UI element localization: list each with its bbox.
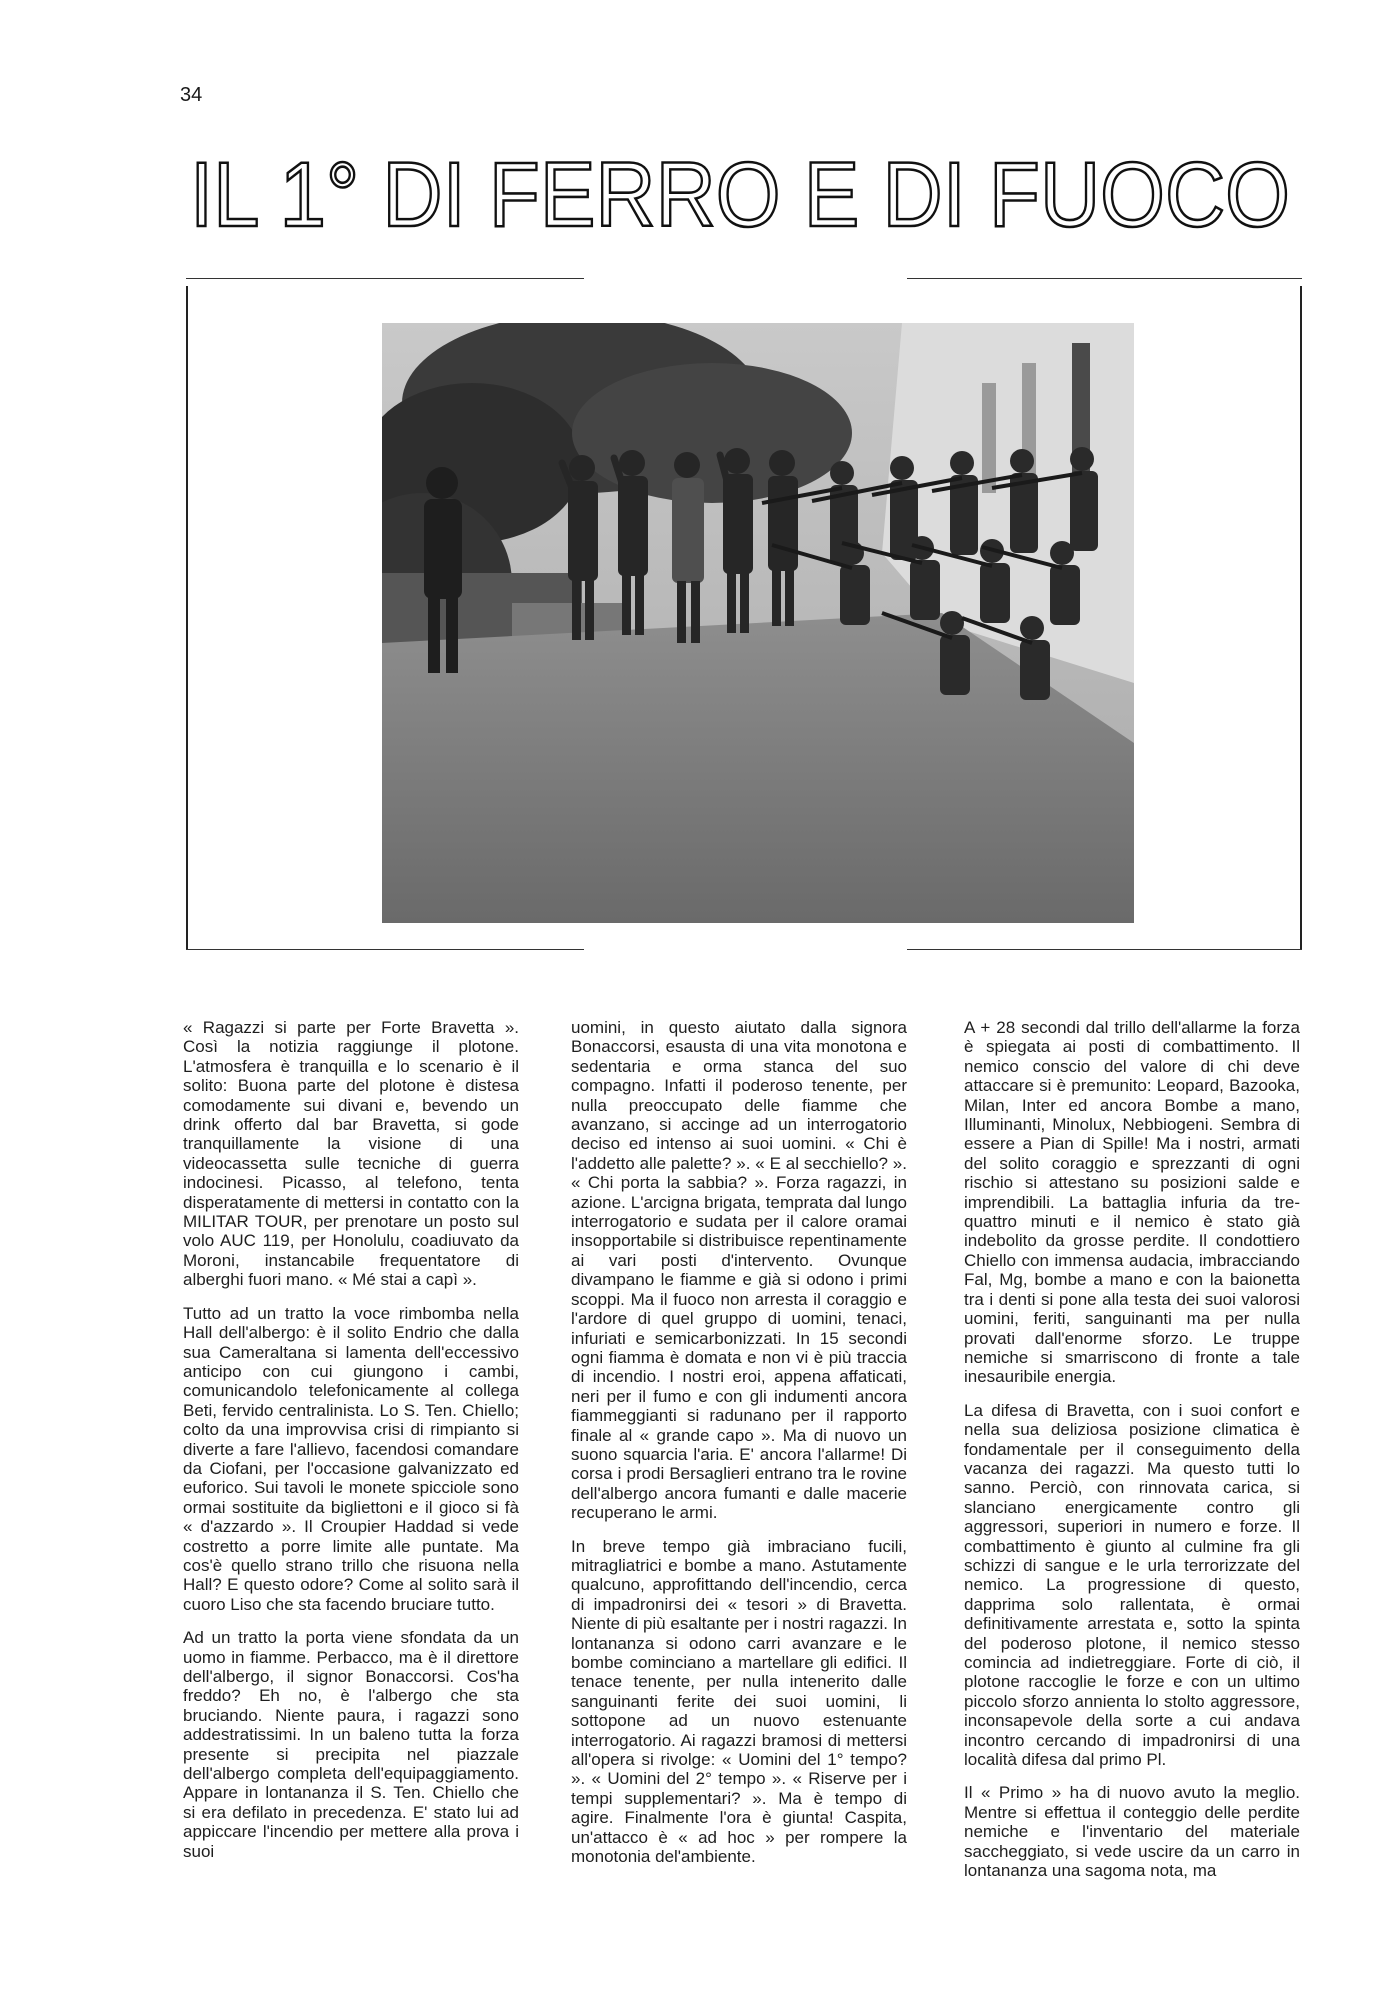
paragraph: La difesa di Bravetta, con i suoi confort e nella sua deliziosa posizione climatica è fondamentale per il conseguimento della vacanza dei ragazzi. Ma questo tutti lo sanno. Perciò, con rinnovata carica, si slanciano energicamente contro gli aggressori, superiori in numero e forze. Il combattimento è giunto al culmine fra gli schizzi di sangue e le urla terrorizzate del nemico. La progressione di questo, dapprima solo rallentata, è ormai definitivamente arrestata e, sotto la spinta del poderoso plotone, il nemico stesso comincia ad indietreggiare. Forte di ciò, il plotone raccoglie le forze e con un ultimo piccolo sforzo annienta lo stolto aggressore, inconsapevole della sorte a cui andava incontro cercando di impadronirsi di una località difesa dal primo Pl. xyxy=(964,1400,1300,1770)
bottom-left-rule xyxy=(186,949,584,950)
page-title-text: IL 1° DI FERRO E DI FUOCO xyxy=(190,150,1290,240)
text-column-2 xyxy=(571,1018,907,1880)
paragraph: uomini, in questo aiutato dalla signora Bonaccorsi, esausta di una vita monotona e sedentaria e orma stanca del suo compagno. Infatti il poderoso tenente, per nulla preoccupato delle fiamme che avanzano, si accinge ad un interrogatorio deciso ed intenso ai suoi uomini. « Chi è l'addetto alle palette? ». « E al secchiello? ». « Chi porta la sabbia? ». Forza ragazzi, in azione. L'arcigna brigata, temprata dal lungo interrogatorio e sudata per il calore oramai insopportabile si distribuisce repentinamente ai vari posti d'intervento. Ovunque divampano le fiamme e già si odono i primi scoppi. Ma il fuoco non arresta il coraggio e l'ardore di quel gruppo di uomini, tenaci, infuriati e semicarbonizzati. In 15 secondi ogni fiamma è domata e non vi è più traccia di incendio. I nostri eroi, appena affaticati, neri per il fumo e con gli indumenti ancora fiammeggianti si radunano per il rapporto finale al « grande capo ». Ma di nuovo un suono squarcia l'aria. E' ancora l'allarme! Di corsa i prodi Bersaglieri entrano tra le rovine dell'albergo ancora fumanti e dalle macerie recuperano le armi. xyxy=(571,1018,907,1523)
right-frame-line xyxy=(1300,286,1302,950)
text-column-3 xyxy=(964,1018,1300,1894)
left-frame-line xyxy=(186,286,188,950)
text-column-1 xyxy=(183,1018,519,1875)
paragraph: A + 28 secondi dal trillo dell'allarme la forza è spiegata ai posti di combattimento. Il nemico conscio del valore di chi deve attaccare si è premunito: Leopard, Bazooka, Milan, Inter ed ancora Bombe a mano, Illuminanti, Minolux, Nebbiogeni. Sembra di essere a Pian di Spille! Ma i nostri, armati del solito coraggio e sprezzanti di ogni rischio si attestano su posizioni salde e imprendibili. La battaglia infuria da tre-quattro minuti e il nemico è stato già indebolito da grosse perdite. Il condottiero Chiello con immensa audacia, imbracciando Fal, Mg, bombe a mano e con la baionetta tra i denti si pone alla testa dei suoi valorosi uomini, feriti, sanguinanti ma per nulla provati dall'enorme sforzo. Le truppe nemiche si smarriscono di fronte a tale inesauribile energia. xyxy=(964,1018,1300,1387)
page-title xyxy=(180,150,1300,240)
top-left-rule xyxy=(186,278,584,279)
top-right-rule xyxy=(907,278,1302,279)
photo-soldiers-saluting xyxy=(382,323,1134,923)
paragraph: Ad un tratto la porta viene sfondata da un uomo in fiamme. Perbacco, ma è il direttore dell'albergo, il signor Bonaccorsi. Cos'ha freddo? Eh no, è l'albergo che sta bruciando. Niente paura, i ragazzi sono addestratissimi. In un baleno tutta la forza presente si precipita nel piazzale dell'albergo completa dell'equipaggiamento. Appare in lontananza il S. Ten. Chiello che si era defilato in precedenza. E' stato lui ad appiccare l'incendio per mettere alla prova i suoi xyxy=(183,1628,519,1861)
paragraph: Tutto ad un tratto la voce rimbomba nella Hall dell'albergo: è il solito Endrio che dalla sua Cameraltana si lamenta dell'eccessivo anticipo con cui giungono i cambi, comunicandolo telefonicamente al collega Beti, fervido centralinista. Lo S. Ten. Chiello; colto da una improvvisa crisi di rimpianto si diverte a fare l'allievo, facendosi comandare da Ciofani, per l'occasione galvanizzato ed euforico. Sui tavoli le monete spicciole sono ormai sostituite da bigliettoni e il gioco si fà « d'azzardo ». Il Croupier Haddad si vede costretto a porre limite alle puntate. Ma cos'è quello strano trillo che risuona nella Hall? E questo odore? Come al solito sarà il cuoro Liso che sta facendo bruciare tutto. xyxy=(183,1303,519,1614)
paragraph: In breve tempo già imbraciano fucili, mitragliatrici e bombe a mano. Astutamente qualcuno, approfittando dell'incendio, cerca di impadronirsi dei « tesori » di Bravetta. Niente di più esaltante per i nostri ragazzi. In lontananza si odono carri avanzare e le bombe cominciano a martellare gli edifici. Il tenace tenente, per nulla intenerito dalle sanguinanti ferite dei suoi uomini, li sottopone ad un nuovo estenuante interrogatorio. Ai ragazzi bramosi di mettersi all'opera si rivolge: « Uomini del 1° tempo? ». « Uomini del 2° tempo ». « Riserve per i tempi supplementari? ». Ma è tempo di agire. Finalmente l'ora è giunta! Caspita, un'attacco è « ad hoc » per rompere la monotonia del'ambiente. xyxy=(571,1536,907,1867)
paragraph: Il « Primo » ha di nuovo avuto la meglio. Mentre si effettua il conteggio delle perdite nemiche e l'inventario del materiale saccheggiato, si vede uscire da un carro in lontananza una sagoma nota, ma xyxy=(964,1783,1300,1881)
paragraph: « Ragazzi si parte per Forte Bravetta ». Così la notizia raggiunge il plotone. L'atmosfera è tranquilla e lo scenario è il solito: Buona parte del plotone è distesa comodamente sui divani e, bevendo un drink offerto dal bar Bravetta, si gode tranquillamente la visione di una videocassetta sulle tecniche di guerra indocinesi. Picasso, al telefono, tenta disperatamente di mettersi in contatto con la MILITAR TOUR, per prenotare un posto sul volo AUC 119, per Honolulu, coadiuvato da Moroni, instancabile frequentatore di alberghi fuori mano. « Mé stai a capì ». xyxy=(183,1018,519,1290)
page-number: 34 xyxy=(180,84,203,106)
bottom-right-rule xyxy=(907,949,1302,950)
